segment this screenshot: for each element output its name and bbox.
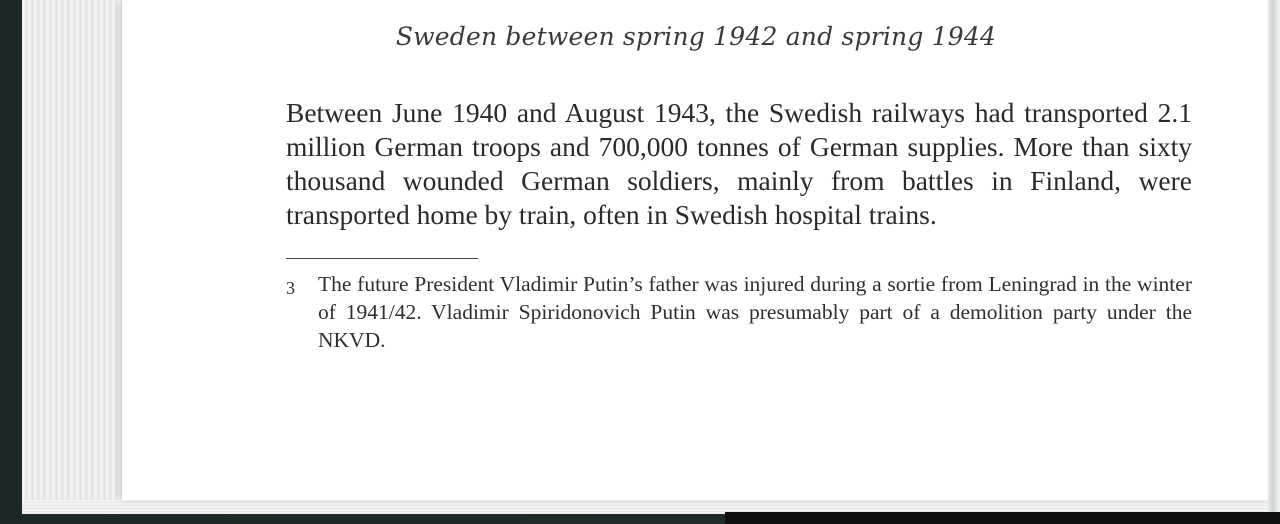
footnote-divider <box>286 258 478 259</box>
footnote-text: The future President Vladimir Putin’s father was injured during a sortie from Leningrad in the winter of 1941/42. Vladimir Spiridonovich Putin was presumably part of a demolition party under the NKVD. <box>318 272 1192 352</box>
running-head: Sweden between spring 1942 and spring 1944 <box>395 22 997 51</box>
body-paragraph: Between June 1940 and August 1943, the Swedish railways had transported 2.1 million German troops and 700,000 tonnes of German supplies. More than sixty thousand wounded German soldiers, mainly from battles in Finland, were transported home by train, often in Swedish hospital trains. <box>286 97 1192 230</box>
footnote-number: 3 <box>286 278 295 298</box>
book-page <box>122 0 1270 500</box>
footnote <box>286 270 1192 354</box>
scanner-shadow <box>725 512 1280 524</box>
book-right-edge <box>1268 0 1280 524</box>
